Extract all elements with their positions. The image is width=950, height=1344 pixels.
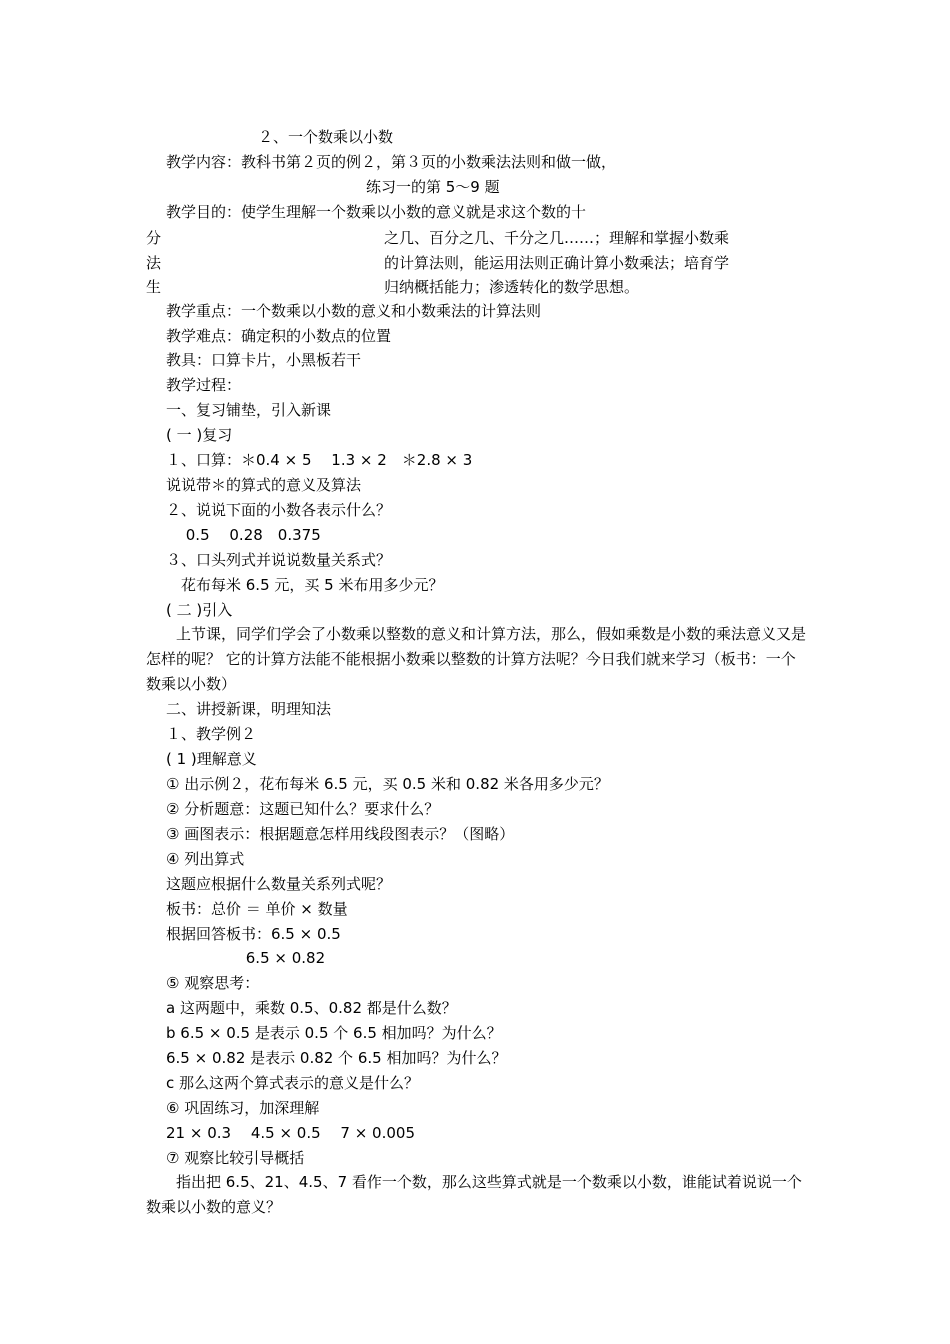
final-paragraph: 指出把 6.5、21、4.5、7 看作一个数，那么这些算式就是一个数乘以小数，谁能试着说说一个数乘以小数的意义？ — [146, 1173, 802, 1216]
text-line: ⑦ 观察比较引导概括 — [166, 1149, 305, 1167]
objective-line-1: 教学目的：使学生理解一个数乘以小数的意义就是求这个数的十 — [166, 203, 587, 221]
objective-right-line: 之几、百分之几、千分之几……；理解和掌握小数乘 — [384, 229, 730, 247]
text-line: 6.5 × 0.82 — [166, 949, 326, 967]
text-line: a 这两题中，乘数 0.5、0.82 都是什么数？ — [166, 999, 457, 1017]
objective-left-char: 生 — [146, 278, 162, 296]
section-heading: 一、复习铺垫，引入新课 — [166, 401, 332, 419]
text-line: 教学过程： — [166, 376, 242, 394]
text-line: 板书：总价 ＝ 单价 × 数量 — [166, 900, 348, 918]
text-line: 教学难点：确定积的小数点的位置 — [166, 327, 392, 345]
objective-left-char: 分 — [146, 229, 162, 247]
text-line: b 6.5 × 0.5 是表示 0.5 个 6.5 相加吗？为什么？ — [166, 1024, 502, 1042]
text-line: 教具：口算卡片，小黑板若干 — [166, 351, 362, 369]
content-line-2: 练习一的第 5～9 题 — [366, 178, 500, 196]
text-line: ② 分析题意：这题已知什么？要求什么？ — [166, 800, 440, 818]
lesson-title: ２、一个数乘以小数 — [258, 128, 394, 146]
text-line: c 那么这两个算式表示的意义是什么？ — [166, 1074, 420, 1092]
text-line: ③ 画图表示：根据题意怎样用线段图表示？（图略） — [166, 825, 515, 843]
text-line: 这题应根据什么数量关系列式呢？ — [166, 875, 392, 893]
text-line: ( 1 )理解意义 — [166, 750, 257, 768]
subsection-heading: ( 一 )复习 — [166, 426, 233, 444]
text-line: ⑥ 巩固练习，加深理解 — [166, 1099, 320, 1117]
text-line: 花布每米 6.5 元，买 5 米布用多少元？ — [166, 576, 444, 594]
text-line: ３、口头列式并说说数量关系式？ — [166, 551, 392, 569]
objective-right-line: 的计算法则，能运用法则正确计算小数乘法；培育学 — [384, 254, 730, 272]
objective-right-line: 归纳概括能力；渗透转化的数学思想。 — [384, 278, 640, 296]
text-line: 教学重点：一个数乘以小数的意义和小数乘法的计算法则 — [166, 302, 542, 320]
section-heading: 二、讲授新课，明理知法 — [166, 700, 332, 718]
subsection-heading: ( 二 )引入 — [166, 601, 233, 619]
text-line: 根据回答板书：6.5 × 0.5 — [166, 925, 341, 943]
text-line: 说说带＊的算式的意义及算法 — [166, 476, 362, 494]
text-line: ２、说说下面的小数各表示什么？ — [166, 501, 392, 519]
text-line: １、教学例２ — [166, 725, 257, 743]
content-line-1: 教学内容：教科书第２页的例２，第３页的小数乘法法则和做一做， — [166, 153, 617, 171]
text-line: ① 出示例２，花布每米 6.5 元，买 0.5 米和 0.82 米各用多少元？ — [166, 775, 609, 793]
text-line: 21 × 0.3 4.5 × 0.5 7 × 0.005 — [166, 1124, 415, 1142]
text-line: 6.5 × 0.82 是表示 0.82 个 6.5 相加吗？为什么？ — [166, 1049, 507, 1067]
objective-left-char: 法 — [146, 254, 162, 272]
text-line: ⑤ 观察思考： — [166, 974, 260, 992]
intro-paragraph: 上节课，同学们学会了小数乘以整数的意义和计算方法，那么，假如乘数是小数的乘法意义又是怎样的呢？ 它的计算方法能不能根据小数乘以整数的计算方法呢？今日我们就来学习（板书：一个数乘以小数） — [146, 625, 807, 693]
text-line: １、口算：＊0.4 × 5 1.3 × 2 ＊2.8 × 3 — [166, 451, 473, 469]
text-line: 0.5 0.28 0.375 — [166, 526, 321, 544]
text-line: ④ 列出算式 — [166, 850, 245, 868]
